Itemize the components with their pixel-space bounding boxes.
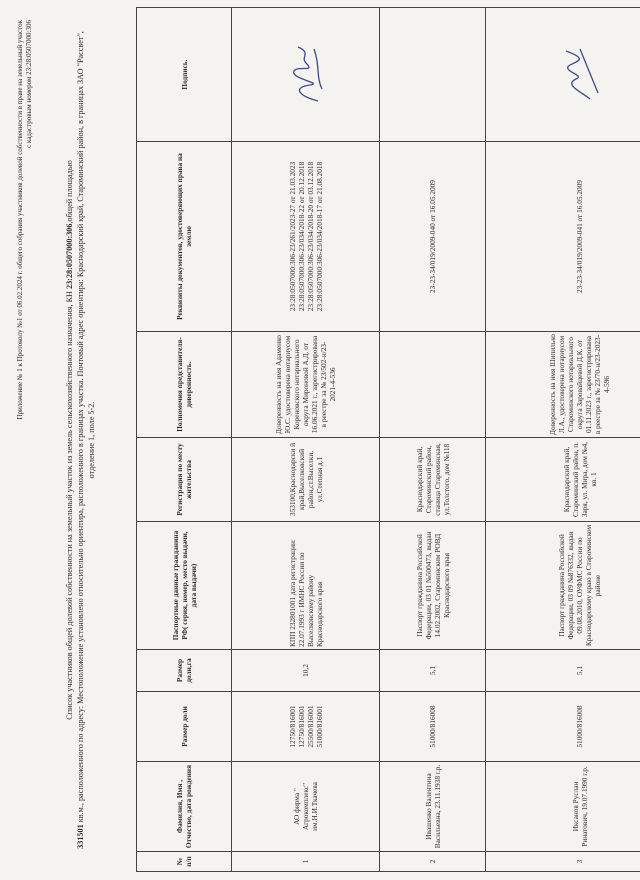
cell-docs: 23:28:0507000:306-23/261/2023-27 от 21.03.2023 23:28:0507000:306-23/034/2018-22 от 20.12.2018 23:28:0507000:306-23/034/2018-20 от 03.12.2018 23:28:0507000:306-23/034/2018-17 от 21.08.2018: [232, 142, 380, 332]
cell-registration: Краснодарский край, Староминский район, станица Староминская, ул.Толстого, дом №118: [380, 438, 486, 522]
appendix-note: Приложение № 1 к Протоколу №1 от 06.02.2024 г. общего собрания участников долевой собственности в праве на земельный участок с кадастровым номером 23:28:0507000:306: [16, 20, 33, 420]
cell-num: 2: [380, 852, 486, 872]
cell-share: 51000/816008: [486, 692, 640, 762]
cell-registration: Краснодарский край, Староминский район, п. Заря, ул. Мира, дом №4, кв. 1: [486, 438, 640, 522]
rotated-content: [8, 8, 632, 872]
cell-name: Иксанов Руслан Ринатович, 19.07.1990 г.р.: [486, 762, 640, 852]
cell-signature: [380, 8, 486, 142]
cadastral-number: 23:28:0507000:306: [65, 223, 74, 289]
header-passport: Паспортные данные гражданина РФ( серия, номер, место выдачи, дата выдачи): [137, 522, 232, 650]
cell-registration: 353100,Краснодарски й край,Выселковский район,ст.Выселки, ул.Степная д.1: [232, 438, 380, 522]
table-header-row: [137, 8, 232, 872]
cell-num: 1: [232, 852, 380, 872]
header-share: Размер доли: [137, 692, 232, 762]
cell-power: [380, 332, 486, 438]
header-power: Полномочия представителя-доверенность.: [137, 332, 232, 438]
title-part3: кв.м., расположенного по адресу: Местоположение установлено относительно ориентира, расположенного в границах участка. Почтовый адрес ориентира: Краснодарский край, Староминский район, в границах ЗАО "Рассвет", отделение 1, поле 5-2.: [76, 31, 96, 825]
cell-power: Доверенность на имя Шипилько Л.А., удостоверена нотариусом Староминского нотариального округа Заровайцевой Д.К. от 01.11.2023 г., зарегистрирована в реестре за № 23/70-н/23-2023-4-596: [486, 332, 640, 438]
cell-power: Доверенность на имя Адаменко Ю.С. удостоверена нотариусом Кореновского нотариального округа Мироновой А.Д. от 16.06.2021 г., зарегистрирована в реестре за № 23/502-н/23-2021-4-536: [232, 332, 380, 438]
cell-signature: [232, 8, 380, 142]
total-area: 331501: [76, 824, 85, 849]
header-signature: Подпись.: [137, 8, 232, 142]
title-part2: ,общей площадью: [65, 160, 74, 224]
owners-table: [136, 7, 640, 872]
cell-ha: 5,1: [380, 650, 486, 692]
header-name: Фамилия, Имя , Отчество, дата рождения: [137, 762, 232, 852]
cell-share: 51000/816008: [380, 692, 486, 762]
cell-name: АО фирма " Агрокомплекс" им.Н.И.Ткачева: [232, 762, 380, 852]
table-row: [232, 8, 380, 872]
cell-docs: 23-23-34/019/2009-041 от 16.05.2009: [486, 142, 640, 332]
table-row: [380, 8, 486, 872]
cell-ha: 10,2: [232, 650, 380, 692]
cell-ha: 5,1: [486, 650, 640, 692]
cell-passport: Паспорт гражданина Российской Федерации, 03 09 №876332, выдан 09.08.2010, ОУФМС России по Краснодарскому краю в Староминском районе: [486, 522, 640, 650]
cell-signature: [486, 8, 640, 142]
signature-1-icon: [276, 40, 336, 110]
header-num: № п/п: [137, 852, 232, 872]
cell-name: Ивашенко Валентина Васильевна, 23.11.1938 г.р.: [380, 762, 486, 852]
cell-passport: КПП 232801001 дата регистрации: 22.07.1993 г ИМНС России по Выселковскому району Краснодарского края: [232, 522, 380, 650]
header-registration: Регистрация по месту жительства: [137, 438, 232, 522]
header-docs: Реквизиты документов, удостоверяющих права на землю: [137, 142, 232, 332]
document-title: [64, 22, 97, 858]
cell-num: 3: [486, 852, 640, 872]
header-ha: Размер доли,га: [137, 650, 232, 692]
cell-passport: Паспорт гражданина Российской Федерации, 03 01 №500473, выдан 14.02.2002, Староминским РОВД Краснодарского края: [380, 522, 486, 650]
table-row: [486, 8, 640, 872]
cell-docs: 23-23-34/019/2009-040 от 16.05.2009: [380, 142, 486, 332]
signature-3-icon: [550, 40, 610, 110]
cell-share: 12750/816001 12750/816001 25500/816001 51000/816001: [232, 692, 380, 762]
title-part1: Список участников общей долевой собственности на земельный участок из земель сельскохозяйственного назначения, КН: [65, 289, 74, 720]
